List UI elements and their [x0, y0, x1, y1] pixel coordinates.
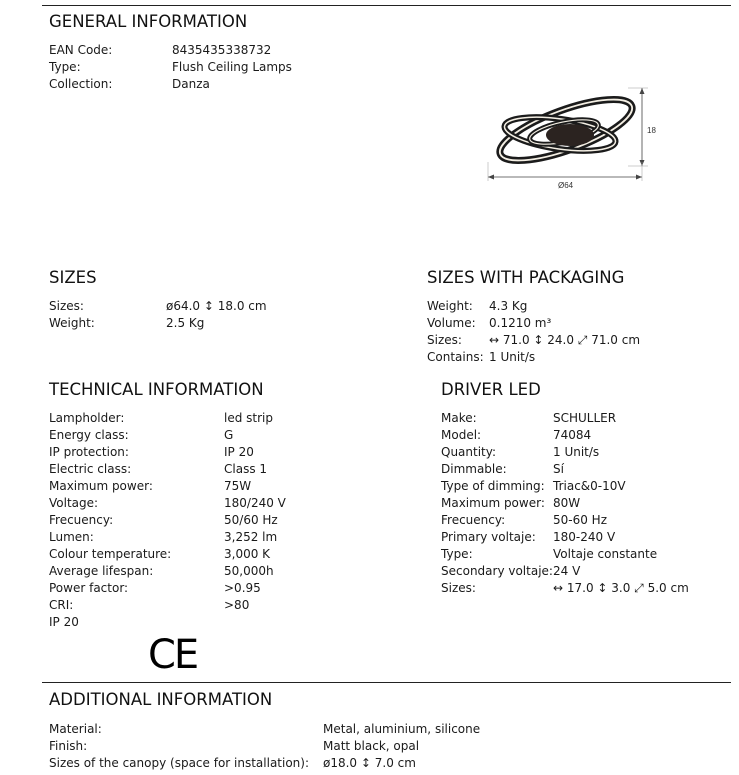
driver-row-label: Quantity:: [441, 445, 497, 459]
technical-row: [49, 597, 484, 614]
technical-row: [49, 563, 484, 580]
driver-row-value: Voltaje constante: [553, 547, 658, 561]
top-divider: [42, 5, 731, 6]
technical-row: [49, 512, 484, 529]
technical-row-value: 50/60 Hz: [224, 513, 278, 527]
packaging-row-value: 4.3 Kg: [489, 299, 528, 313]
driver-row-value: 1 Unit/s: [553, 445, 600, 459]
technical-row-label: Voltage:: [49, 496, 99, 510]
height-label: 18: [647, 126, 656, 135]
technical-title: TECHNICAL INFORMATION: [49, 380, 264, 399]
technical-row-value: >80: [224, 598, 250, 612]
driver-row: [441, 546, 739, 563]
driver-row: [441, 580, 739, 597]
technical-row: [49, 444, 484, 461]
driver-row-label: Sizes:: [441, 581, 476, 595]
sizes-row: [49, 315, 426, 332]
driver-row-label: Type:: [441, 547, 473, 561]
driver-row-label: Primary voltaje:: [441, 530, 536, 544]
technical-row: [49, 614, 484, 631]
additional-row-label: Material:: [49, 722, 102, 736]
packaging-row-label: Sizes:: [427, 333, 462, 347]
general-row-value: Flush Ceiling Lamps: [172, 60, 292, 74]
technical-row-label: CRI:: [49, 598, 74, 612]
packaging-row-value: ↔ 71.0 ↕ 24.0 ⤢ 71.0 cm: [489, 333, 641, 347]
driver-row-value: SCHULLER: [553, 411, 617, 425]
technical-row: [49, 580, 484, 597]
lamp-canopy: [546, 124, 594, 146]
driver-row: [441, 529, 739, 546]
additional-divider: [42, 682, 731, 683]
sizes-row: [49, 298, 426, 315]
technical-row-value: 180/240 V: [224, 496, 286, 510]
technical-row: [49, 546, 484, 563]
driver-row-label: Type of dimming:: [441, 479, 545, 493]
technical-row: [49, 478, 484, 495]
general-row-label: Type:: [49, 60, 81, 74]
driver-row-value: Sí: [553, 462, 564, 476]
driver-row: [441, 427, 739, 444]
driver-row-label: Secondary voltaje:: [441, 564, 553, 578]
sizes-row-value: ø64.0 ↕ 18.0 cm: [166, 299, 267, 313]
packaging-row-label: Volume:: [427, 316, 476, 330]
general-row: [49, 59, 432, 76]
additional-row-value: Metal, aluminium, silicone: [323, 722, 481, 736]
driver-row-value: 50-60 Hz: [553, 513, 608, 527]
general-row-label: Collection:: [49, 77, 113, 91]
technical-row-label: Colour temperature:: [49, 547, 172, 561]
packaging-row-label: Contains:: [427, 350, 484, 364]
additional-row-value: ø18.0 ↕ 7.0 cm: [323, 756, 416, 770]
technical-row: [49, 529, 484, 546]
driver-row: [441, 444, 739, 461]
general-row-value: 8435435338732: [172, 43, 272, 57]
technical-row-label: Lumen:: [49, 530, 94, 544]
technical-row-label: Maximum power:: [49, 479, 153, 493]
driver-row-value: 24 V: [553, 564, 581, 578]
lamp-diagram: [478, 82, 668, 194]
general-row-value: Danza: [172, 77, 210, 91]
driver-row: [441, 478, 739, 495]
technical-row-value: Class 1: [224, 462, 268, 476]
sizes-title: SIZES: [49, 268, 97, 287]
technical-row-label: IP protection:: [49, 445, 129, 459]
technical-row-value: >0.95: [224, 581, 261, 595]
sizes-row-label: Sizes:: [49, 299, 84, 313]
technical-row-label: IP 20: [49, 615, 79, 629]
ce-mark-logo: CE: [148, 632, 198, 678]
packaging-row-value: 0.1210 m³: [489, 316, 552, 330]
additional-row-value: Matt black, opal: [323, 739, 420, 753]
technical-row-label: Energy class:: [49, 428, 129, 442]
packaging-row-label: Weight:: [427, 299, 473, 313]
general-row: [49, 42, 432, 59]
packaging-row: [427, 349, 739, 366]
driver-row: [441, 495, 739, 512]
packaging-row-value: 1 Unit/s: [489, 350, 536, 364]
diameter-label: Ø64: [558, 181, 574, 190]
packaging-row: [427, 315, 739, 332]
technical-row: [49, 427, 484, 444]
technical-row-label: Lampholder:: [49, 411, 125, 425]
technical-row: [49, 410, 484, 427]
driver-row-value: 180-240 V: [553, 530, 616, 544]
driver-row-label: Maximum power:: [441, 496, 545, 510]
technical-row-value: G: [224, 428, 234, 442]
general-row: [49, 76, 432, 93]
technical-row-value: 3,252 lm: [224, 530, 278, 544]
packaging-row: [427, 298, 739, 315]
additional-row-label: Finish:: [49, 739, 88, 753]
driver-row: [441, 461, 739, 478]
technical-row-label: Frecuency:: [49, 513, 114, 527]
driver-row-label: Frecuency:: [441, 513, 506, 527]
technical-row: [49, 495, 484, 512]
technical-row-label: Electric class:: [49, 462, 132, 476]
additional-row-label: Sizes of the canopy (space for installation):: [49, 756, 310, 770]
additional-row: [49, 721, 583, 738]
sizes-row-label: Weight:: [49, 316, 95, 330]
technical-row-value: 50,000h: [224, 564, 274, 578]
technical-row-value: IP 20: [224, 445, 254, 459]
driver-row-value: ↔ 17.0 ↕ 3.0 ⤢ 5.0 cm: [553, 581, 689, 595]
driver-row-value: 74084: [553, 428, 592, 442]
additional-title: ADDITIONAL INFORMATION: [49, 690, 273, 709]
technical-row-value: 75W: [224, 479, 252, 493]
driver-row-label: Model:: [441, 428, 482, 442]
technical-row-label: Average lifespan:: [49, 564, 154, 578]
driver-row-value: Triac&0-10V: [553, 479, 626, 493]
sizes-row-value: 2.5 Kg: [166, 316, 205, 330]
driver-row: [441, 563, 739, 580]
packaging-title: SIZES WITH PACKAGING: [427, 268, 625, 287]
technical-row-value: 3,000 K: [224, 547, 271, 561]
general-row-label: EAN Code:: [49, 43, 113, 57]
driver-row-label: Dimmable:: [441, 462, 507, 476]
technical-row-value: led strip: [224, 411, 273, 425]
technical-row-label: Power factor:: [49, 581, 129, 595]
driver-title: DRIVER LED: [441, 380, 541, 399]
additional-row: [49, 755, 583, 772]
driver-row-value: 80W: [553, 496, 581, 510]
driver-row: [441, 410, 739, 427]
driver-row: [441, 512, 739, 529]
additional-row: [49, 738, 583, 755]
packaging-row: [427, 332, 739, 349]
driver-row-label: Make:: [441, 411, 477, 425]
general-title: GENERAL INFORMATION: [49, 12, 248, 31]
technical-row: [49, 461, 484, 478]
